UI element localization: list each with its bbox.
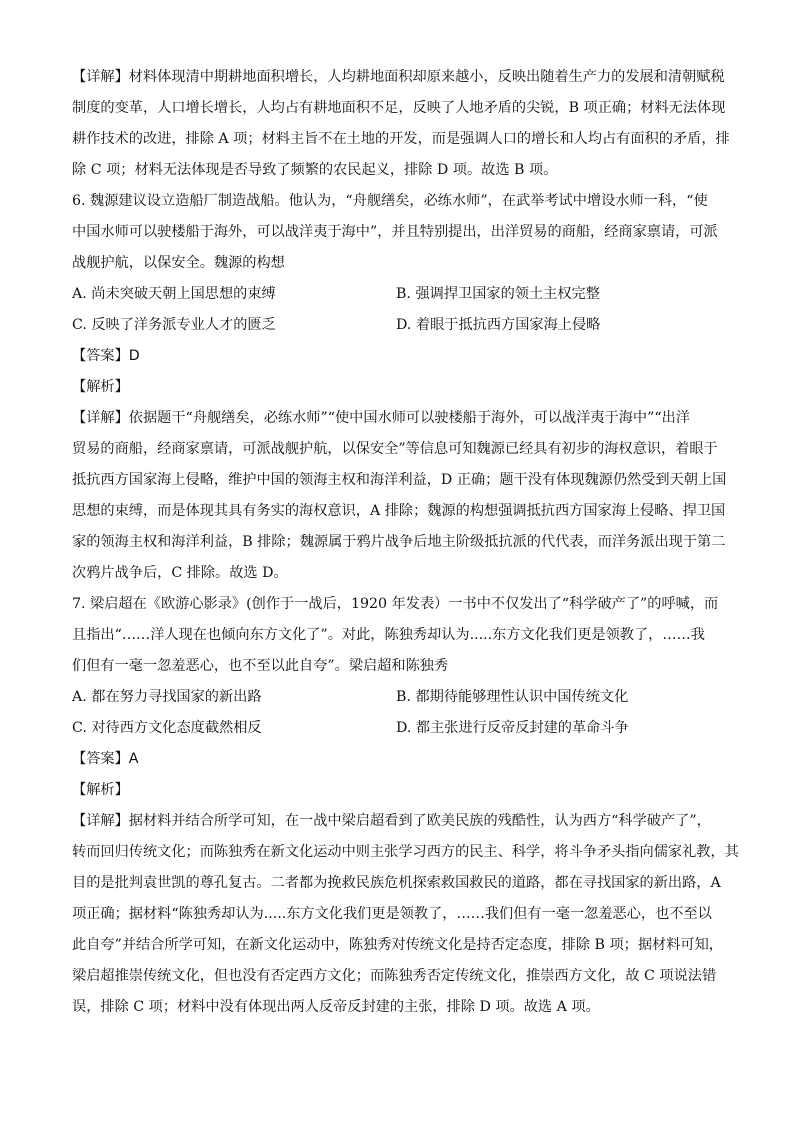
q5-detail-line: 制度的变革，人口增长增长，人均占有耕地面积不足，反映了人地矛盾的尖锐，B 项正确；材料无法体现 [72, 100, 726, 116]
q7-stem-line: 7. 梁启超在《欧游心影录》(创作于一战后，1920 年发表）一书中不仅发出了“科学破产了”的呼喊，而 [72, 596, 719, 612]
q6-analysis-label: 【解析】 [72, 379, 129, 395]
q6-detail-line: 抵抗西方国家海上侵略，维护中国的领海主权和海洋利益，D 正确；题干没有体现魏源仍然受到天朝上国 [72, 472, 727, 488]
q6-options-row-2 [72, 310, 722, 341]
q7-option-d: D. 都主张进行反帝反封建的革命斗争 [396, 720, 629, 736]
q7-answer-block [72, 744, 722, 806]
q6-option-d: D. 着眼于抵抗西方国家海上侵略 [396, 317, 601, 333]
q7-detail-line: 目的是批判袁世凯的尊孔复古。二者都为挽救民族危机探索救国救民的道路，都在寻找国家的新出路，A [72, 875, 721, 891]
q6-detail-paragraph [72, 403, 727, 589]
q7-answer: 【答案】A [72, 751, 139, 767]
q6-answer: 【答案】D [72, 348, 140, 364]
q6-detail-line: 家的领海主权和海洋利益，B 排除；魏源属于鸦片战争后地主阶级抵抗派的代代表，而洋务派出现于第二 [72, 534, 726, 550]
q5-detail-line: 除 C 项；材料无法体现是否导致了频繁的农民起义，排除 D 项。故选 B 项。 [72, 162, 558, 178]
q5-detail-line: 【详解】材料体现清中期耕地面积增长，人均耕地面积却原来越小，反映出随着生产力的发展和清朝赋税 [72, 69, 725, 85]
q7-detail-line: 转而回归传统文化；而陈独秀在新文化运动中则主张学习西方的民主、科学，将斗争矛头指向儒家礼教，其 [72, 844, 739, 860]
q7-detail-line: 误，排除 C 项；材料中没有体现出两人反帝反封建的主张，排除 D 项。故选 A 项。 [72, 999, 600, 1015]
q6-option-b: B. 强调捍卫国家的领土主权完整 [396, 286, 600, 302]
q6-stem-line: 战舰护航，以保安全。魏源的构想 [72, 255, 285, 271]
q7-option-c: C. 对待西方文化态度截然相反 [72, 720, 262, 736]
q6-stem-line: 中国水师可以驶楼船于海外，可以战洋夷于海中”，并且特别提出，出洋贸易的商船，经商家禀请，可派 [72, 224, 718, 240]
q6-answer-block [72, 341, 722, 403]
q6-detail-line: 贸易的商船，经商家禀请，可派战舰护航，以保安全”等信息可知魏源已经具有初步的海权意识，着眼于 [72, 441, 718, 457]
q7-stem-line: 且指出“……洋人现在也倾向东方文化了”。对此，陈独秀却认为.....东方文化我们更是领教了，……我 [72, 627, 705, 643]
q6-option-c: C. 反映了洋务派专业人才的匮乏 [72, 317, 276, 333]
q7-detail-line: 此自夸”并结合所学可知，在新文化运动中，陈独秀对传统文化是持否定态度，排除 B 项；据材料可知， [72, 937, 723, 953]
q7-options-row-1 [72, 682, 722, 713]
q7-detail-line: 项正确；据材料“陈独秀却认为.....东方文化我们更是领教了，……我们但有一毫一忽羞恶心，也不至以 [72, 906, 712, 922]
q7-option-b: B. 都期待能够理性认识中国传统文化 [396, 689, 629, 705]
q5-detail-paragraph [72, 62, 730, 186]
q6-options-row-1 [72, 279, 722, 310]
q5-detail-line: 耕作技术的改进，排除 A 项；材料主旨不在土地的开发，而是强调人口的增长和人均占有面积的矛盾，排 [72, 131, 730, 147]
q6-detail-line: 【详解】依据题干“舟舰缮矣，必练水师”“使中国水师可以驶楼船于海外，可以战洋夷于海中”“出洋 [72, 410, 690, 426]
q7-stem-line: 们但有一毫一忽羞恶心，也不至以此自夸”。梁启超和陈独秀 [72, 658, 449, 674]
q7-options-row-2 [72, 713, 722, 744]
q7-detail-paragraph [72, 806, 739, 1023]
q7-analysis-label: 【解析】 [72, 782, 129, 798]
document-page [72, 62, 739, 1023]
q7-option-a: A. 都在努力寻找国家的新出路 [72, 689, 262, 705]
q6-detail-line: 次鸦片战争后，C 排除。故选 D。 [72, 565, 288, 581]
q6-detail-line: 思想的束缚，而是体现其具有务实的海权意识，A 排除；魏源的构想强调抵抗西方国家海上侵略、捍卫国 [72, 503, 726, 519]
q6-stem-line: 6. 魏源建议设立造船厂制造战船。他认为，“舟舰缮矣，必练水师”，在武举考试中增设水师一科，“使 [72, 193, 708, 209]
q6-option-a: A. 尚未突破天朝上国思想的束缚 [72, 286, 276, 302]
q7-stem [72, 589, 722, 682]
q7-detail-line: 梁启超推崇传统文化，但也没有否定西方文化；而陈独秀否定传统文化，推崇西方文化，故 C 项说法错 [72, 968, 717, 984]
q7-detail-line: 【详解】据材料并结合所学可知，在一战中梁启超看到了欧美民族的残酷性，认为西方“科学破产了”， [72, 813, 711, 829]
q6-stem [72, 186, 722, 279]
